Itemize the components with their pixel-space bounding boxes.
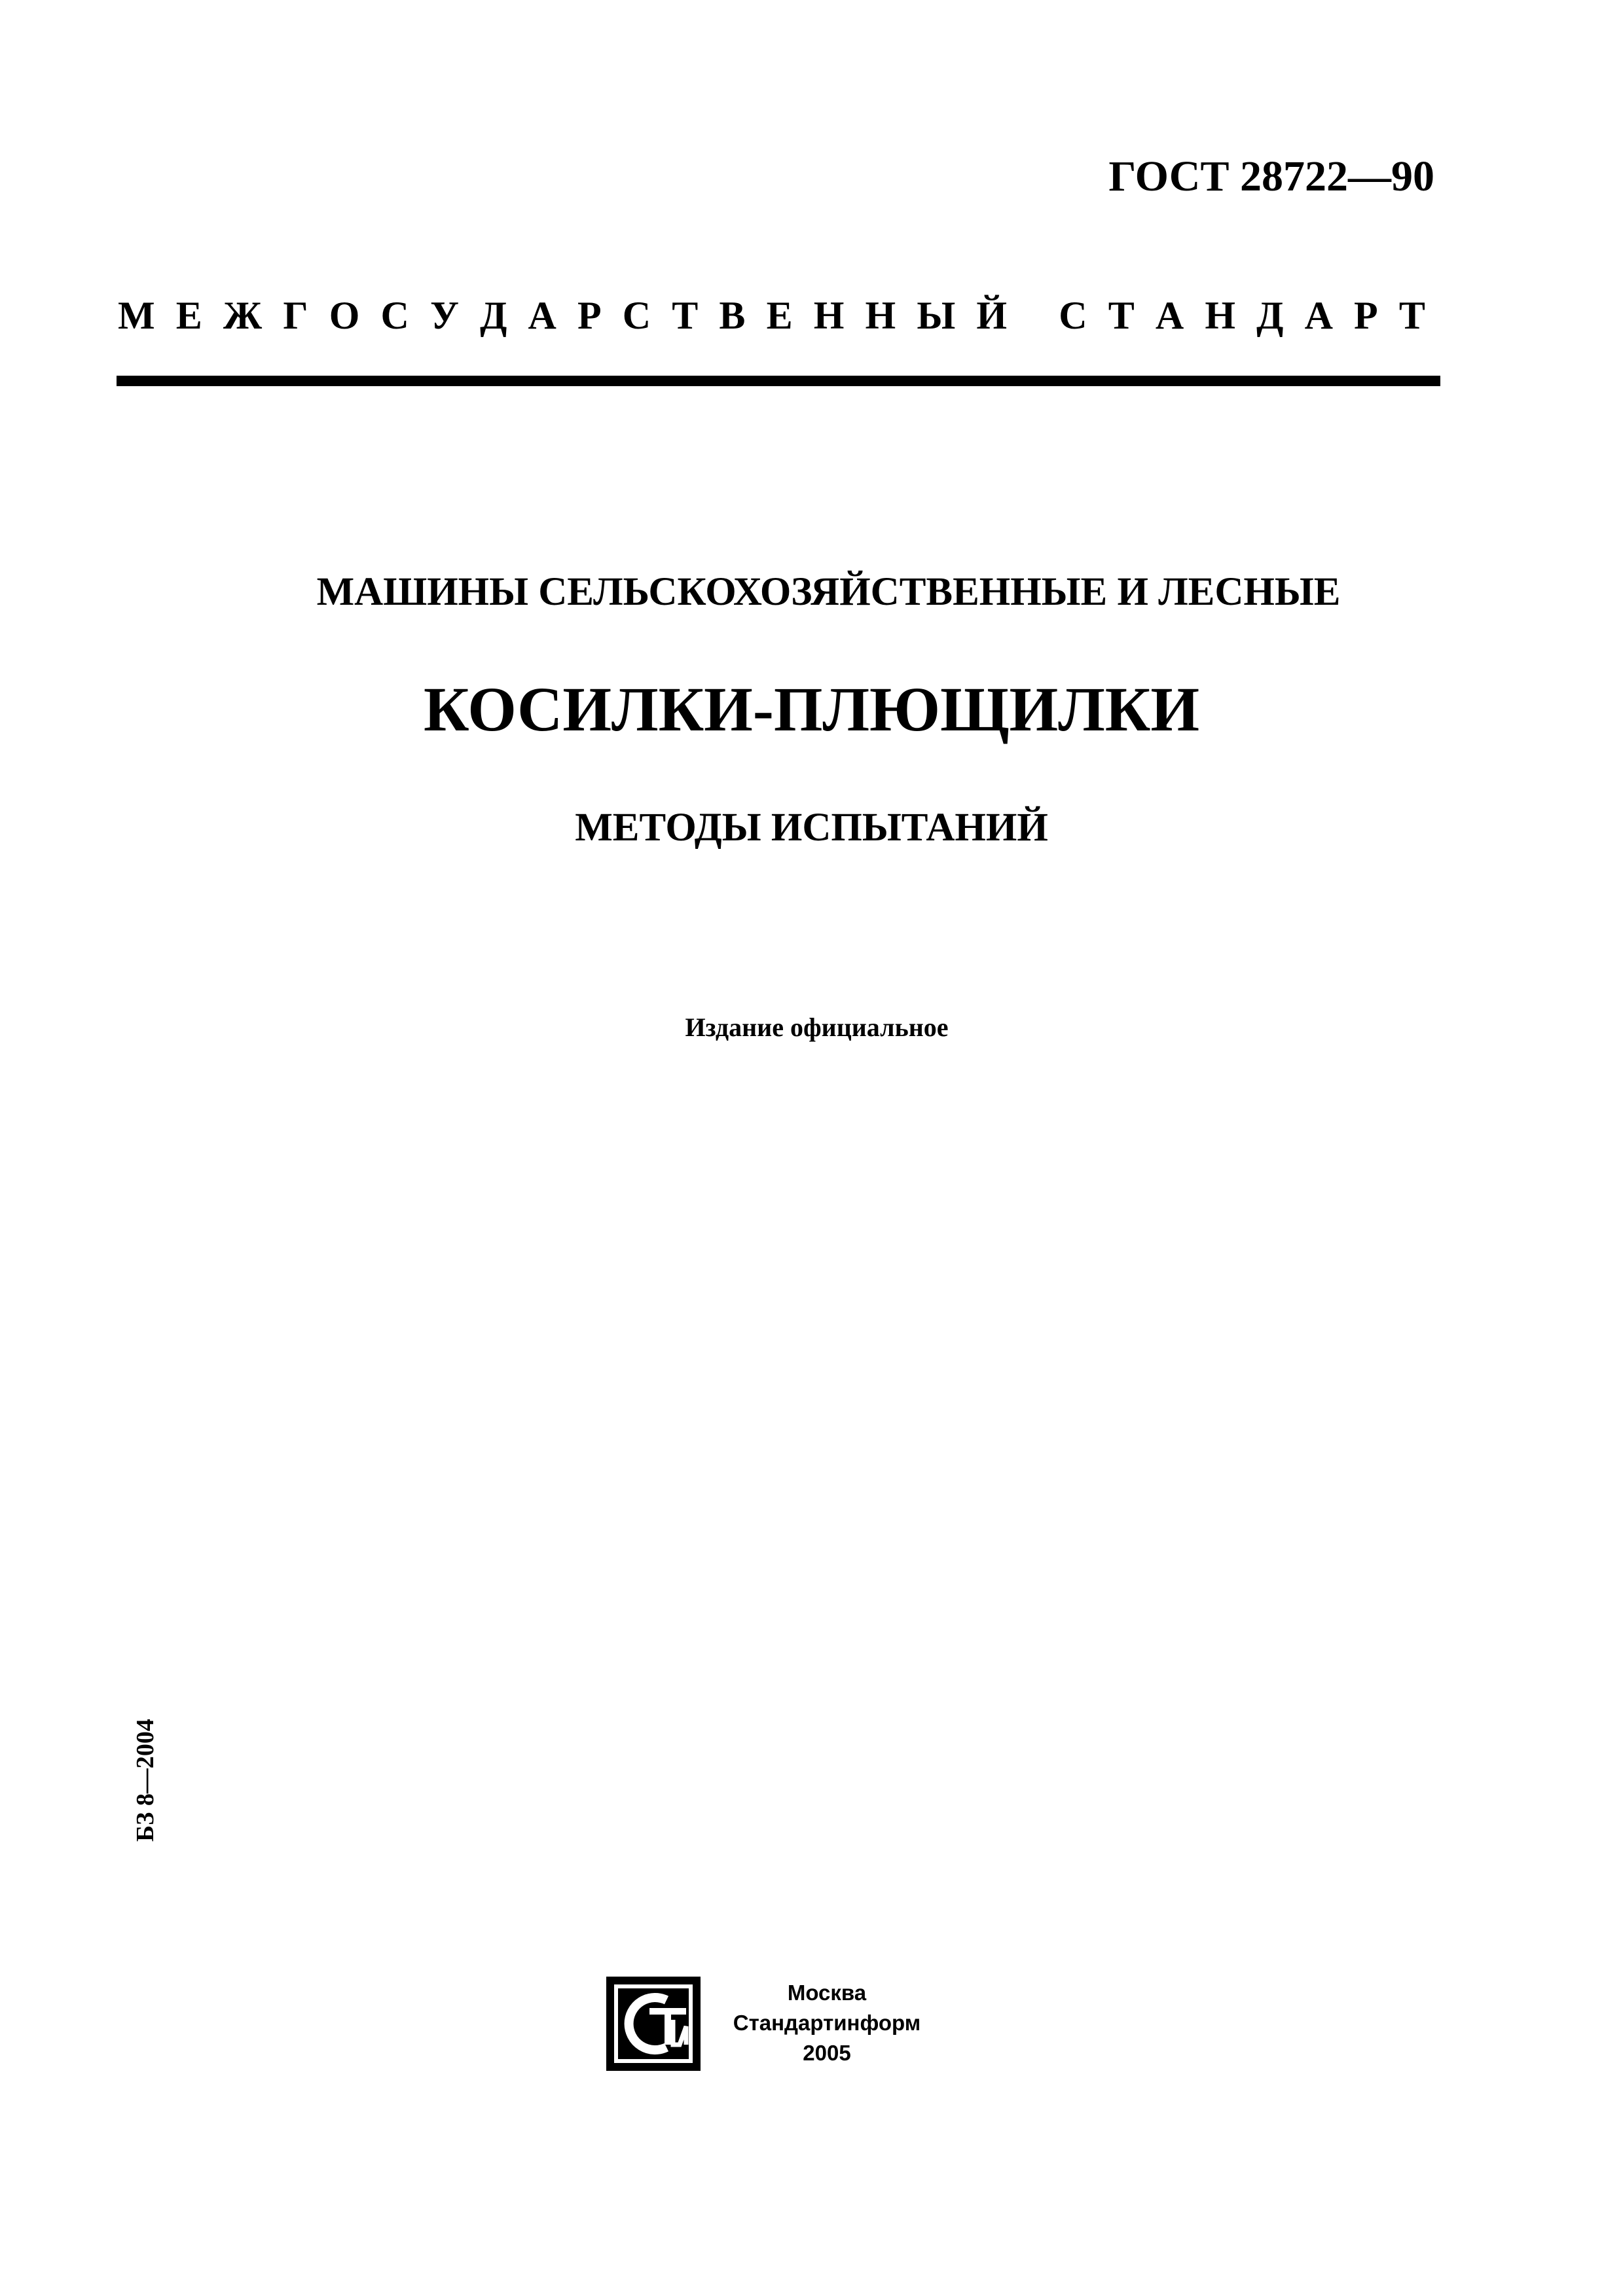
heading-letter: Т <box>1108 294 1135 337</box>
heading-letter: Д <box>480 294 507 337</box>
heading-letter: У <box>429 294 459 337</box>
standard-subject: МАШИНЫ СЕЛЬСКОХОЗЯЙСТВЕННЫЕ И ЛЕСНЫЕ <box>316 570 1341 614</box>
heading-letter: Н <box>813 294 845 337</box>
heading-letter: Н <box>865 294 896 337</box>
heading-letter: Т <box>672 294 699 337</box>
edition-note: Издание официальное <box>685 1013 949 1042</box>
heading-letter: А <box>1304 294 1333 337</box>
heading-letter: Н <box>1205 294 1236 337</box>
header-rule <box>117 376 1440 386</box>
heading-letter: Д <box>1256 294 1284 337</box>
publisher-year: 2005 <box>803 2041 851 2065</box>
heading-letter: А <box>528 294 556 337</box>
heading-letter: Т <box>1398 294 1425 337</box>
publisher-city: Москва <box>787 1981 867 2005</box>
standard-title: КОСИЛКИ-ПЛЮЩИЛКИ <box>423 674 1200 744</box>
heading-letter: С <box>380 294 409 337</box>
heading-letter: Р <box>577 294 602 337</box>
publisher-name: Стандартинформ <box>733 2011 921 2035</box>
heading-letter: О <box>329 294 360 337</box>
heading-letter: Ы <box>917 294 956 337</box>
heading-gap <box>1028 293 1038 338</box>
heading-letter: Р <box>1354 294 1378 337</box>
heading-letter: Й <box>976 294 1008 337</box>
heading-letter: Е <box>175 294 202 337</box>
heading-letter: Е <box>766 294 793 337</box>
heading-letter: С <box>1059 294 1087 337</box>
standard-subtitle: МЕТОДЫ ИСПЫТАНИЙ <box>575 806 1048 850</box>
publisher-block <box>729 1978 925 2068</box>
heading-letter: Г <box>283 294 308 337</box>
heading-letter: С <box>622 294 651 337</box>
side-code: БЗ 8—2004 <box>132 1719 159 1842</box>
heading-letter: Ж <box>223 294 263 337</box>
heading-letter: М <box>118 294 155 337</box>
heading-letter: В <box>719 294 746 337</box>
heading-letter: А <box>1155 294 1184 337</box>
standartinform-logo <box>604 1974 703 2073</box>
interstate-standard-heading <box>118 293 1425 338</box>
gost-number: ГОСТ 28722—90 <box>1108 152 1434 200</box>
